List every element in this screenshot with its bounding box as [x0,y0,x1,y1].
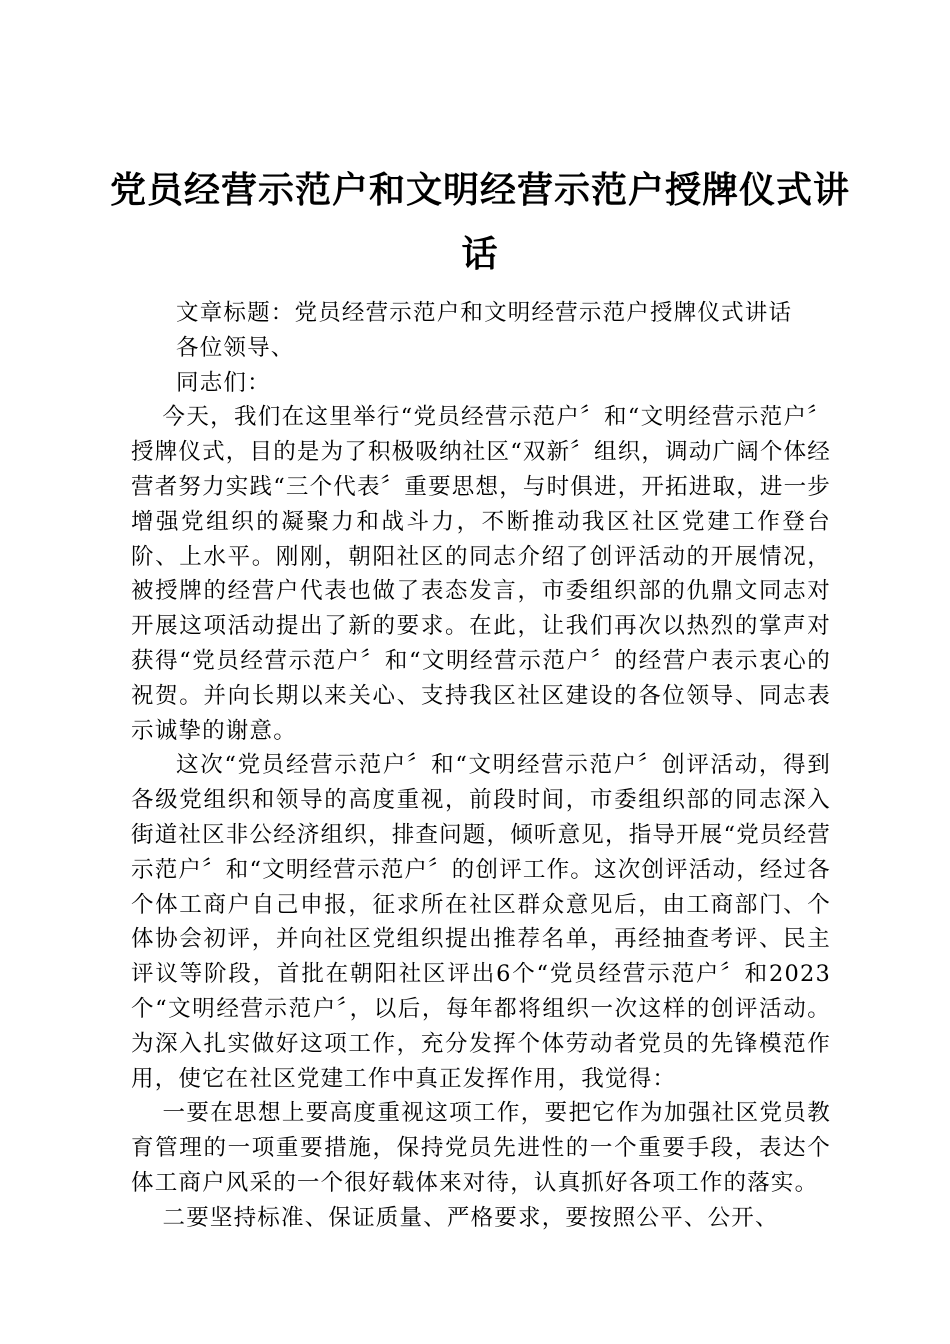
article-title-line: 文章标题：党员经营示范户和文明经营示范户授牌仪式讲话 [176,300,793,326]
salutation-leaders: 各位领导、 [176,334,295,361]
paragraph-activity: 这次“党员经营示范户〞和“文明经营示范户〞创评活动，得到各级党组织和领导的高度重视，前段时间，市委组织部的同志深入街道社区非公经济组织，排查问题，倾听意见，指导开展“党员经营示范户〞和“文明经营示范户〞的创评工作。这次创评活动，经过各个体工商户自己申报，征求所在社区群众意见后，由工商部门、个体协会初评，并向社区党组织提出推荐名单，再经抽查考评、民主评议等阶段，首批在朝阳社区评出6个“党员经营示范户〞和2023个“文明经营示范户〞，以后，每年都将组织一次这样的创评活动。为深入扎实做好这项工作，充分发挥个体劳动者党员的先锋模范作用，使它在社区党建工作中真正发挥作用，我觉得： [131,752,832,1092]
paragraph-point-two: 二要坚持标准、保证质量、严格要求，要按照公平、公开、 [162,1204,779,1231]
salutation-comrades: 同志们： [176,369,271,396]
document-body [131,296,831,1236]
document-title: 党员经营示范户和文明经营示范户授牌仪式讲话 [110,169,851,275]
paragraph-point-one: 一要在思想上要高度重视这项工作，要把它作为加强社区党员教育管理的一项重要措施，保持党员先进性的一个重要手段，表达个体工商户风采的一个很好载体来对待，认真抓好各项工作的落实。 [131,1100,831,1196]
paragraph-opening: 今天，我们在这里举行“党员经营示范户〞和“文明经营示范户〞授牌仪式，目的是为了积极吸纳社区“双新〞组织，调动广阔个体经营者努力实践“三个代表〞重要思想，与时俱进，开拓进取，进一步增强党组织的凝聚力和战斗力，不断推动我区社区党建工作登台阶、上水平。刚刚，朝阳社区的同志介绍了创评活动的开展情况，被授牌的经营户代表也做了表态发言，市委组织部的仇鼎文同志对开展这项活动提出了新的要求。在此，让我们再次以热烈的掌声对获得“党员经营示范户〞和“文明经营示范户〞的经营户表示衷心的祝贺。并向长期以来关心、支持我区社区建设的各位领导、同志表示诚挚的谢意。 [131,404,832,744]
